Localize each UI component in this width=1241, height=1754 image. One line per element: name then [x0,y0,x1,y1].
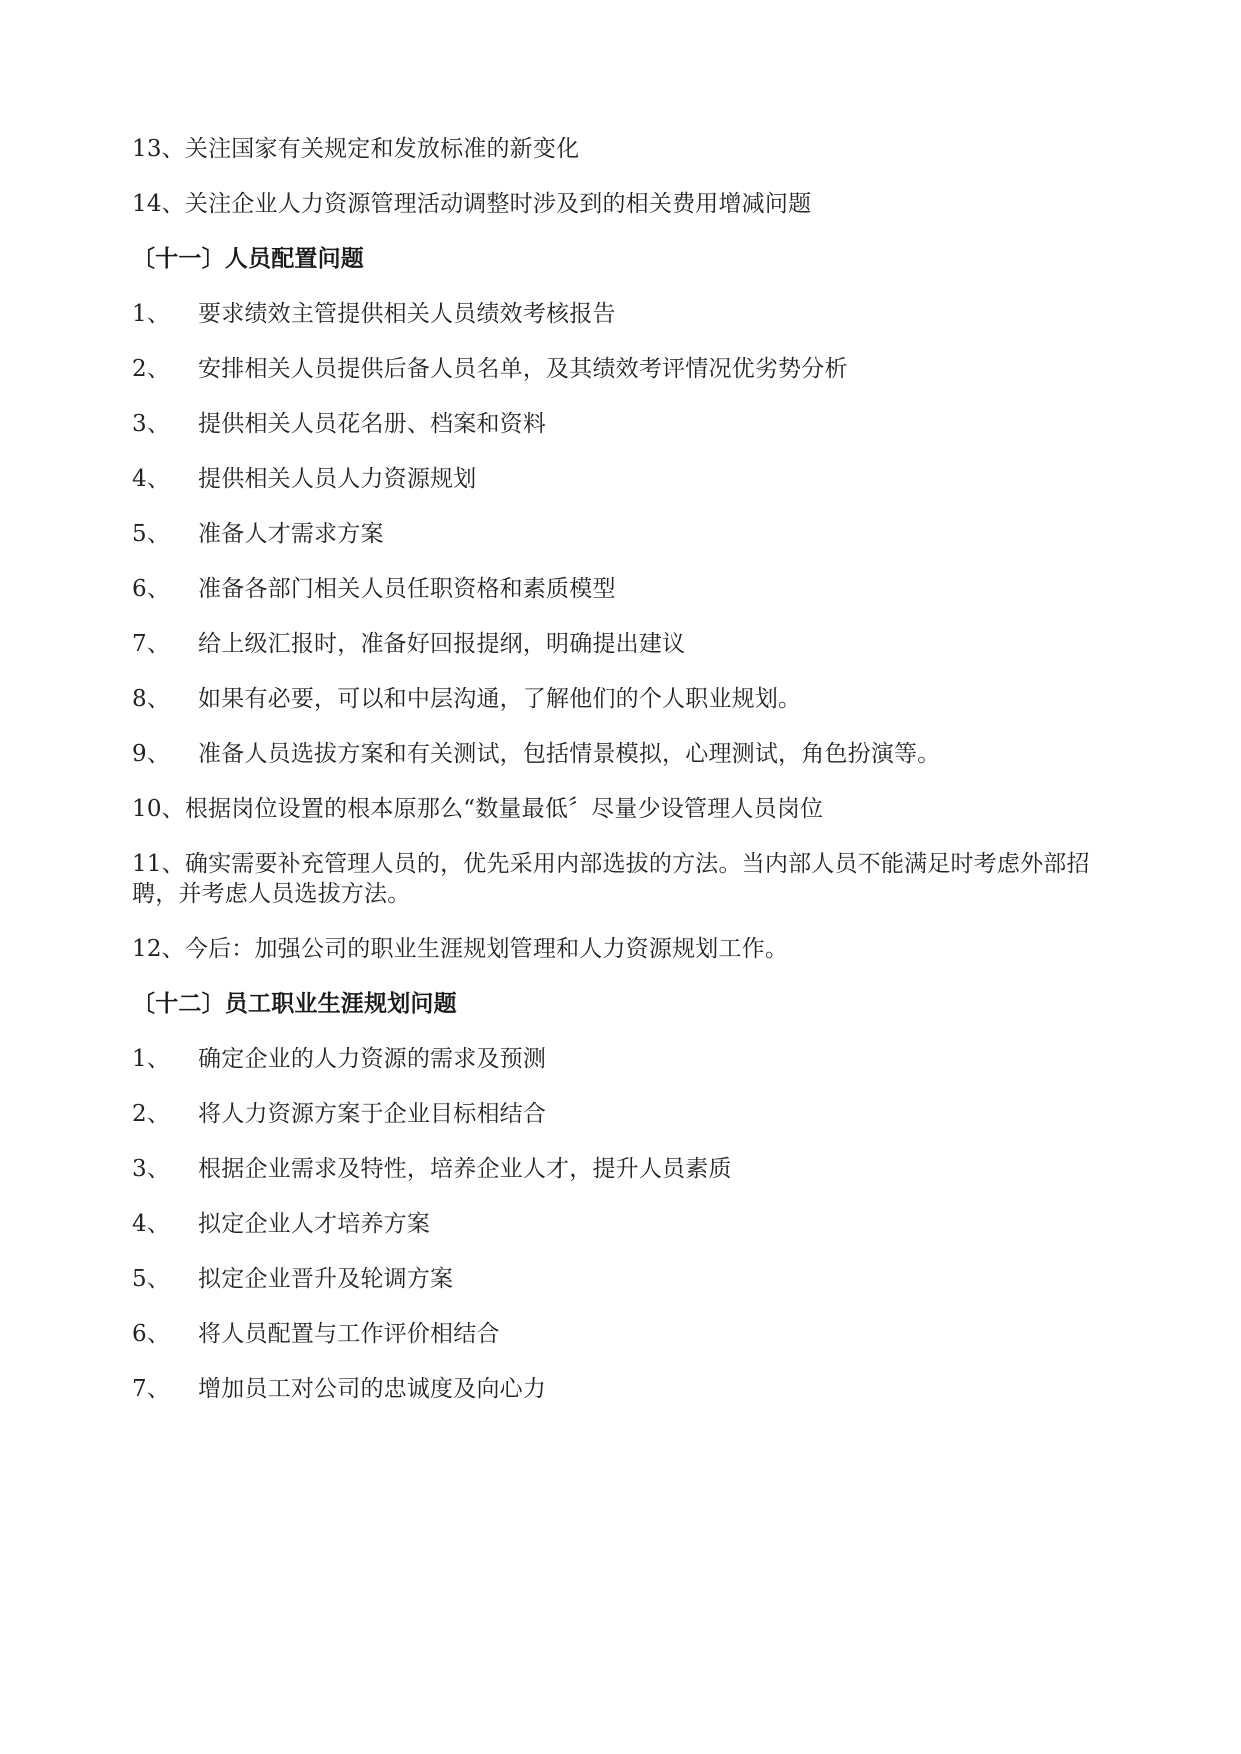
item-number: 8、 [132,686,171,712]
item-number: 3、 [132,411,171,437]
item-number: 2、 [132,1101,171,1127]
item-text: 关注企业人力资源管理活动调整时涉及到的相关费用增减问题 [184,191,812,217]
item-text: 准备人员选拔方案和有关测试，包括情景模拟，心理测试，角色扮演等。 [198,741,941,767]
item-number: 13、 [132,136,185,162]
item-text: 拟定企业人才培养方案 [198,1211,431,1237]
item-text: 将人力资源方案于企业目标相结合 [198,1101,547,1127]
item-number: 6、 [132,576,171,602]
list-item [132,464,476,494]
item-number: 11、 [132,851,185,877]
item-text: 确实需要补充管理人员的，优先采用内部选拔的方法。当内部人员不能满足时考虑外部招聘，并考虑人员选拔方法。 [132,851,1090,907]
item-number: 4、 [132,466,171,492]
list-item [132,409,546,439]
item-text: 将人员配置与工作评价相结合 [198,1321,500,1347]
list-item [132,1374,546,1404]
list-item [132,1209,430,1239]
item-number: 5、 [132,1266,171,1292]
list-item [132,1099,546,1129]
list-item [132,1154,732,1184]
item-text: 增加员工对公司的忠诚度及向心力 [198,1376,547,1402]
item-number: 14、 [132,191,185,217]
item-text: 如果有必要，可以和中层沟通，了解他们的个人职业规划。 [198,686,802,712]
item-number: 9、 [132,741,171,767]
item-number: 7、 [132,1376,171,1402]
item-number: 10、 [132,796,185,822]
list-item [132,849,1092,909]
list-item [132,189,811,219]
item-text: 确定企业的人力资源的需求及预测 [198,1046,547,1072]
item-number: 7、 [132,631,171,657]
item-text: 给上级汇报时，准备好回报提纲，明确提出建议 [198,631,686,657]
list-item [132,629,685,659]
item-text: 准备人才需求方案 [198,521,384,547]
item-number: 2、 [132,356,171,382]
item-text: 提供相关人员花名册、档案和资料 [198,411,547,437]
item-text: 安排相关人员提供后备人员名单，及其绩效考评情况优劣势分析 [198,356,848,382]
item-number: 3、 [132,1156,171,1182]
item-text: 准备各部门相关人员任职资格和素质模型 [198,576,616,602]
item-text: 今后：加强公司的职业生涯规划管理和人力资源规划工作。 [184,936,789,962]
item-number: 12、 [132,936,185,962]
list-item [132,1044,546,1074]
list-item [132,1319,500,1349]
list-item [132,684,801,714]
item-number: 5、 [132,521,171,547]
list-item [132,354,848,384]
list-item [132,794,823,824]
item-number: 4、 [132,1211,171,1237]
item-text: 根据岗位设置的根本原那么“数量最低〞尽量少设管理人员岗位 [184,796,824,822]
list-item [132,519,384,549]
list-item [132,934,788,964]
item-text: 拟定企业晋升及轮调方案 [198,1266,454,1292]
section-heading-11: 〔十一〕人员配置问题 [132,246,364,272]
item-text: 提供相关人员人力资源规划 [198,466,477,492]
list-item [132,574,616,604]
item-number: 6、 [132,1321,171,1347]
item-number: 1、 [132,1046,171,1072]
section-heading-12: 〔十二〕员工职业生涯规划问题 [132,991,457,1017]
item-text: 根据企业需求及特性，培养企业人才，提升人员素质 [198,1156,732,1182]
list-item [132,299,616,329]
item-number: 1、 [132,301,171,327]
item-text: 关注国家有关规定和发放标准的新变化 [184,136,580,162]
list-item [132,739,940,769]
item-text: 要求绩效主管提供相关人员绩效考核报告 [198,301,616,327]
list-item [132,1264,453,1294]
list-item [132,134,579,164]
